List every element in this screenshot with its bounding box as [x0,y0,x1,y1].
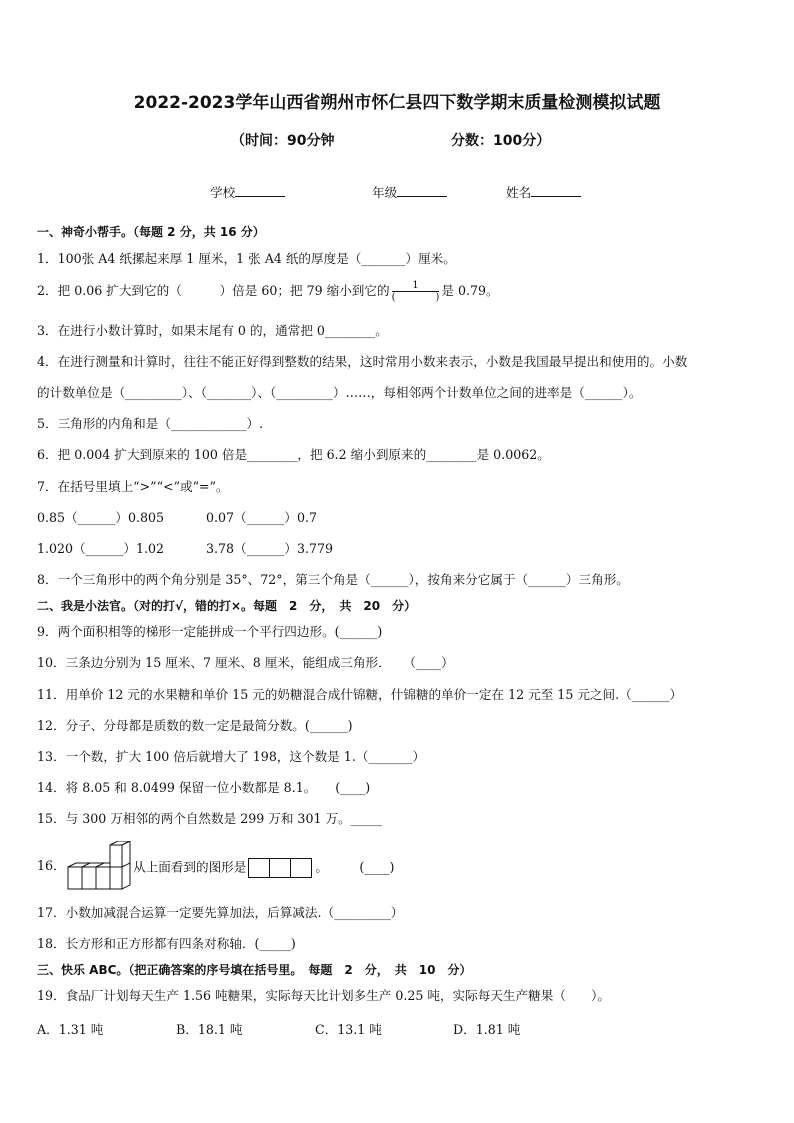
school-label: 学校 [210,185,236,200]
school-blank[interactable] [235,184,285,197]
question-2 [37,280,499,303]
question-17: 17．小数加减混合运算一定要先算加法，后算减法.（_________） [37,905,404,920]
question-16-text: 从上面看到的图形是 [133,859,247,875]
fraction-numerator: 1 [392,280,440,292]
option-c[interactable]: C．13.1 吨 [315,1022,382,1037]
name-label: 姓名 [506,185,532,200]
question-16 [133,858,394,878]
top-view-square [269,858,291,878]
section-2-heading: 二、我是小法官。（对的打√，错的打×。每题 2 分， 共 20 分） [37,599,417,613]
question-16-number: 16． [37,858,66,873]
option-b[interactable]: B．18.1 吨 [176,1022,243,1037]
question-15: 15．与 300 万相邻的两个自然数是 299 万和 301 万。_____ [37,811,383,826]
question-3: 3．在进行小数计算时，如果末尾有 0 的，通常把 0________。 [37,323,388,338]
question-1: 1．100张 A4 纸摞起来厚 1 厘米，1 张 A4 纸的厚度是（_______）厘米。 [37,251,456,266]
cube-stack-figure [66,841,132,891]
question-19: 19．食品厂计划每天生产 1.56 吨糖果，实际每天比计划多生产 0.25 吨，实际每天生产糖果（ ）。 [37,988,610,1003]
question-7-item: 0.85（______）0.805 [37,510,165,525]
name-blank[interactable] [531,184,581,197]
exam-title: 2022-2023学年山西省朔州市怀仁县四下数学期末质量检测模拟试题 [133,93,661,113]
section-1-heading: 一、神奇小帮手。（每题 2 分，共 16 分） [37,225,265,239]
question-14: 14．将 8.05 和 8.0499 保留一位小数都是 8.1。 (____) [37,780,371,795]
question-13: 13．一个数，扩大 100 倍后就增大了 198，这个数是 1.（_______） [37,749,426,764]
question-5: 5．三角形的内角和是（____________）. [37,416,264,431]
question-2-text-a: 2．把 0.06 扩大到它的（ ）倍是 60；把 79 缩小到它的 [37,283,390,298]
name-field[interactable] [506,182,581,201]
school-field[interactable] [210,182,285,201]
question-18: 18．长方形和正方形都有四条对称轴．(_____) [37,936,296,951]
question-16-answer: 。 (____) [315,859,395,875]
fraction [392,280,440,303]
question-7-item: 3.78（______）3.779 [206,541,334,556]
grade-blank[interactable] [397,184,447,197]
question-12: 12．分子、分母都是质数的数一定是最简分数。(______) [37,718,353,733]
exam-score: 分数：100分） [451,133,551,149]
question-8: 8．一个三角形中的两个角分别是 35°、72°，第三个角是（______），按角来分它属于（______）三角形。 [37,572,629,587]
question-6: 6．把 0.004 扩大到原来的 100 倍是________，把 6.2 缩小到原来的________是 0.0062。 [37,447,550,462]
grade-label: 年级 [372,185,398,200]
top-view-figure [249,858,312,878]
section-3-heading: 三、快乐 ABC。（把正确答案的序号填在括号里。 每题 2 分， 共 10 分） [37,963,472,977]
question-11: 11．用单价 12 元的水果糖和单价 15 元的奶糖混合成什锦糖，什锦糖的单价一定在 12 元至 15 元之间.（______） [37,687,683,702]
grade-field[interactable] [372,182,447,201]
question-7-item: 1.020（______）1.02 [37,541,165,556]
question-9: 9．两个面积相等的梯形一定能拼成一个平行四边形。(______) [37,624,383,639]
top-view-square [290,858,312,878]
question-7-item: 0.07（______）0.7 [206,510,318,525]
top-view-square [248,858,270,878]
question-7: 7．在括号里填上“>”“<”或“=”。 [37,479,229,494]
question-4-line-2: 的计数单位是（_________）、（_______）、（_________）……，每相邻两个计数单位之间的进率是（______）。 [37,385,642,400]
question-4-line-1: 4．在进行测量和计算时，往往不能正好得到整数的结果，这时常用小数来表示，小数是我国最早提出和使用的。小数 [37,354,688,369]
option-d[interactable]: D．1.81 吨 [453,1022,521,1037]
question-10: 10．三条边分别为 15 厘米、7 厘米、8 厘米，能组成三角形． （____） [37,655,454,670]
option-a[interactable]: A．1.31 吨 [37,1022,104,1037]
fraction-denominator: ( ) [391,292,440,303]
exam-time: （时间：90分钟 [231,133,335,149]
question-2-text-b: 是 0.79。 [441,283,499,298]
